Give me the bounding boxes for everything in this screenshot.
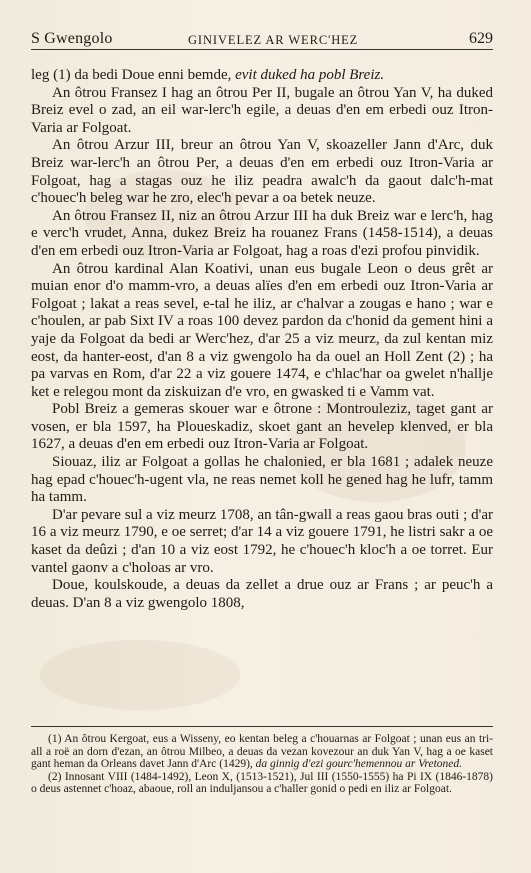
paragraph-9: Doue, koulskoude, a deuas da zellet a drue ouz ar Frans ; ar peuc'h a deuas. D'an 8 a viz gwengolo 1808, <box>31 577 493 611</box>
footnote-1-text: (1) An ôtrou Kergoat, eus a Wisseny, eo kentan beleg a c'houarnas ar Folgoat ; unan eus an tri-all a roë an dorn d'ezan, an ôtrou Milbeo, a deuas da vezan kovezour an duk Yan V, hag a oe kaset gant heman da Orleans davet Jann d'Arc (1429), <box>31 733 493 770</box>
paragraph-6: Pobl Breiz a gemeras skouer war e ôtrone : Montrouleziz, taget gant ar vosen, er bla 1597, ha Ploueskadiz, skoet gant an hevelep klenved, er bla 1627, a deuas d'en em erbedi ouz Itron-Varia ar Folgoat. <box>31 401 493 453</box>
paragraph-2: An ôtrou Fransez I hag an ôtrou Per II, bugale an ôtrou Yan V, ha duked Breiz evel o zad, an eil war-lerc'h egile, a deuas d'en em erbedi ouz Itron-Varia ar Folgoat. <box>31 84 493 136</box>
footnote-2: (2) Innosant VIII (1484-1492), Leon X, (1513-1521), Jul III (1550-1555) ha Pi IX (1846-1878) o deus astennet c'hoaz, abaoue, roll an induljansou a c'haller gonid o pedi en iliz ar Folgoat. <box>31 770 493 795</box>
header-divider <box>31 49 493 50</box>
paragraph-1-text: leg (1) da bedi Doue enni bemde, <box>31 67 236 83</box>
paragraph-7: Siouaz, iliz ar Folgoat a gollas he chalonied, er bla 1681 ; adalek neuze hag epad c'houec'h-ugent vla, ne reas nemet koll he gened hag he lufr, tamm ha tamm. <box>31 454 493 506</box>
paper-stain <box>40 640 240 710</box>
footnote-1 <box>31 733 493 771</box>
page-number: 629 <box>469 30 493 47</box>
footnotes <box>31 733 493 796</box>
paragraph-3: An ôtrou Arzur III, breur an ôtrou Yan V, skoazeller Jann d'Arc, duk Breiz war-lerc'h an ôtrou Per, a deuas d'en em erbedi ouz Itron-Varia ar Folgoat, hag a stagas ouz he iliz peadra awalc'h da gaout dalc'h-mat c'houec'h beleg war he zro, elec'h pevar a oa betek neuze. <box>31 137 493 207</box>
running-title: GINIVELEZ AR WERC'HEZ <box>188 33 359 47</box>
paragraph-5: An ôtrou kardinal Alan Koativi, unan eus bugale Leon o deus grêt ar muian enor d'o mamm-vro, a deuas alïes d'en em erbedi ouz Itron-Varia ar Folgoat ; lakat a reas sevel, e-tal he iliz, ar c'halvar a zougas e hano ; war e c'houlen, ar pab Sixt IV a roas 100 devez pardon da c'honid da gement hini a yaje da Folgoat da bedi ar Werc'hez, d'ar 25 a viz meurz, da zul kentan miz eost, da hanter-eost, d'an 8 a viz gwengolo ha da ouel an Holl Zent (2) ; ha pa varvas en Rom, d'ar 22 a viz gouere 1474, e c'hlac'har oa gwelet n'hallje ket e relegou mont da ziskuizan d'e vro, en gwasked ti e Vamm vat. <box>31 260 493 400</box>
paragraph-1-italic: evit duked ha pobl Breiz. <box>235 67 385 83</box>
footnote-divider <box>31 726 493 727</box>
main-text <box>31 67 493 612</box>
paragraph-4: An ôtrou Fransez II, niz an ôtrou Arzur III ha duk Breiz war e lerc'h, hag e verc'h vrudet, Anna, dukez Breiz ha rouanez Frans (1458-1514), a deuas d'en em erbedi ouz Itron-Varia ar Folgoat, hag a roas d'ezi profou pinvidik. <box>31 207 493 259</box>
footnote-1-italic: da ginnig d'ezi gourc'hemennou ar Vretoned. <box>255 758 463 770</box>
page-header <box>31 29 493 49</box>
header-date: S Gwengolo <box>31 30 113 47</box>
paragraph-1 <box>31 67 493 85</box>
paragraph-8: D'ar pevare sul a viz meurz 1708, an tân-gwall a reas gaou bras outi ; d'ar 16 a viz meurz 1790, e oe serret; d'ar 14 a viz gouere 1791, he listri sakr a oe kaset da deûzi ; d'an 10 a viz eost 1792, he c'houec'h kloc'h a oe torret. Eur vantel gaonv a c'holoas ar vro. <box>31 506 493 576</box>
